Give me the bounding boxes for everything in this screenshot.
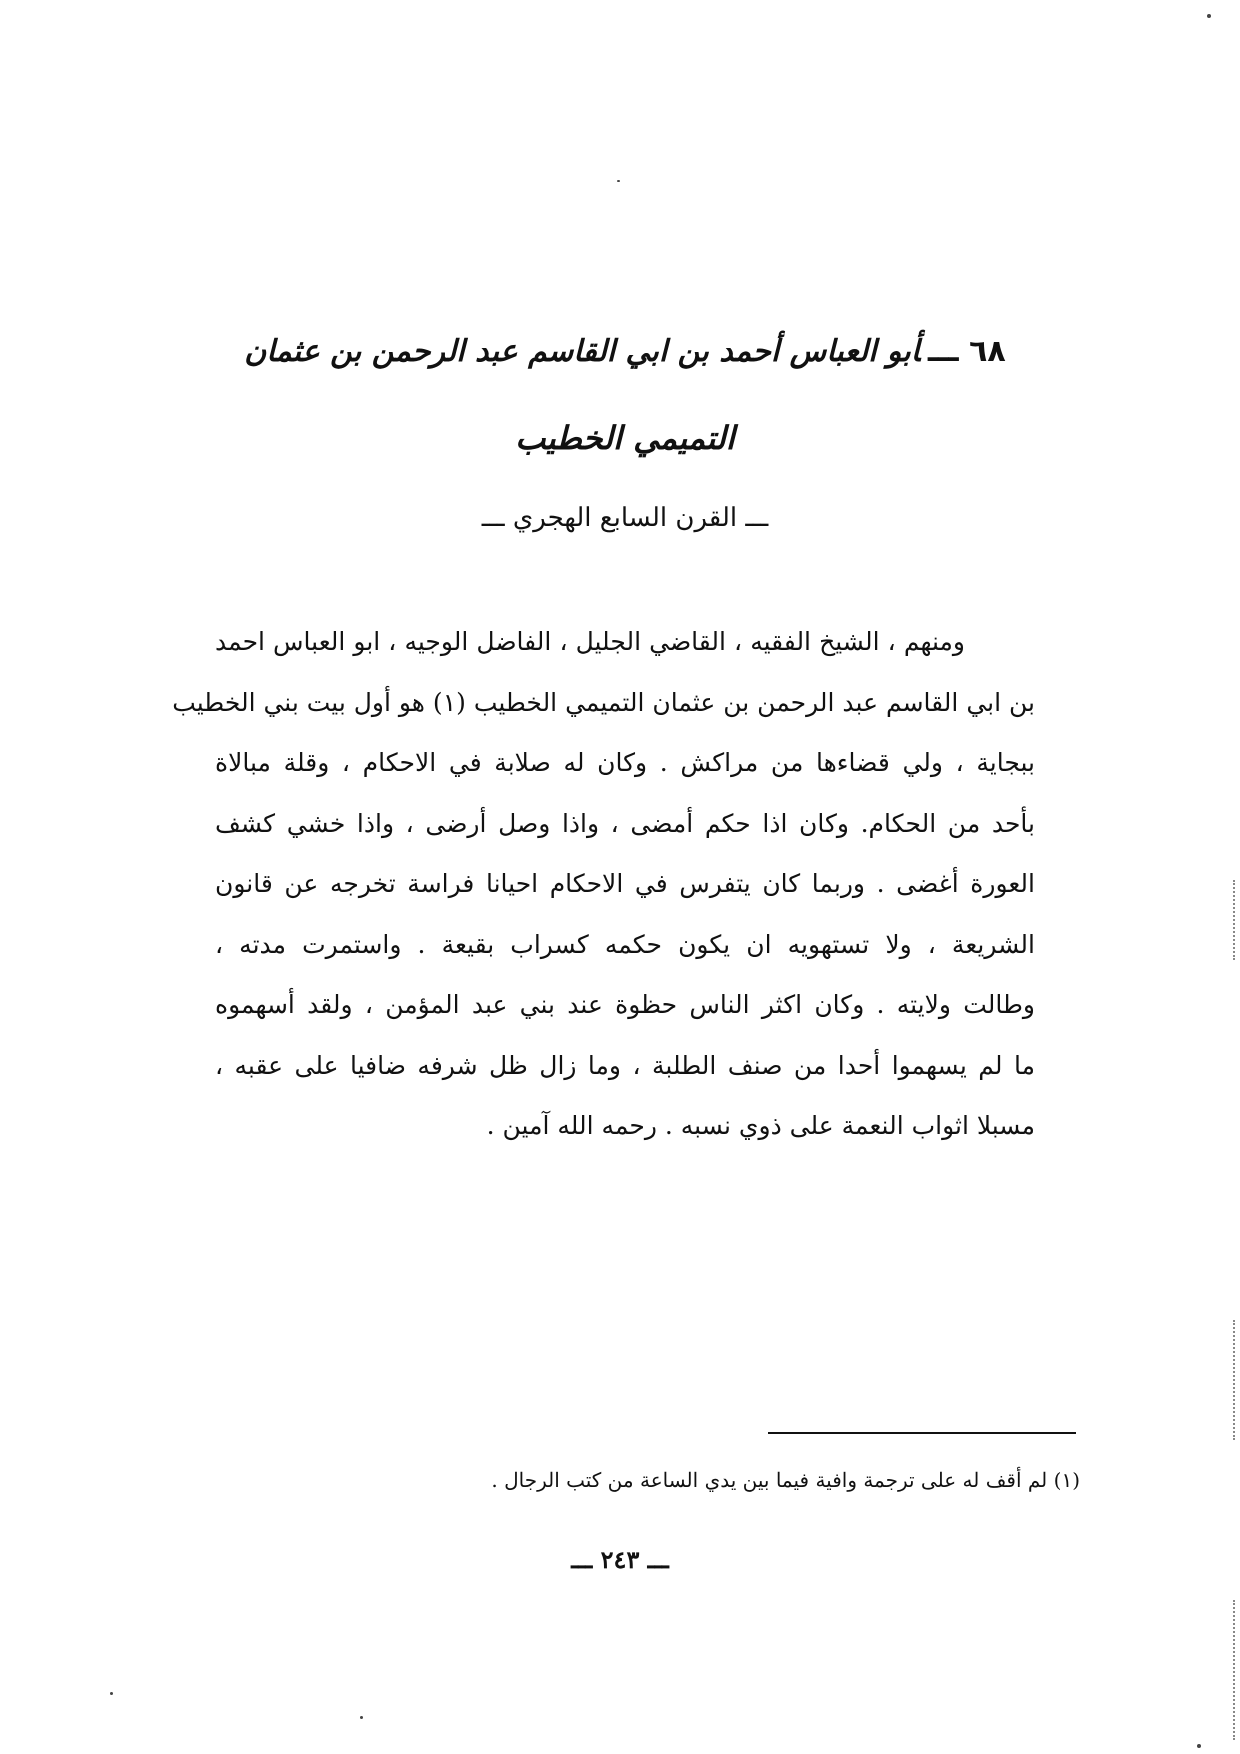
entry-heading <box>210 328 1040 376</box>
body-line: ببجاية ، ولي قضاءها من مراكش . وكان له صلابة في الاحكام ، وقلة مبالاة <box>215 748 1035 777</box>
entry-heading-line-1: أبو العباس أحمد بن ابي القاسم عبد الرحمن بن عثمان <box>244 334 920 369</box>
page-number: ـــ ٢٤٣ ـــ <box>571 1545 669 1574</box>
century-subtitle: ـــ القرن السابع الهجري ـــ <box>481 503 769 533</box>
scan-edge-marks <box>1233 880 1237 960</box>
scan-edge-marks <box>1233 1600 1237 1740</box>
scan-speck <box>1197 1744 1201 1748</box>
body-line: ومنهم ، الشيخ الفقيه ، القاضي الجليل ، الفاضل الوجيه ، ابو العباس احمد <box>215 627 965 656</box>
body-line: وطالت ولايته . وكان اكثر الناس حظوة عند بني عبد المؤمن ، ولقد أسهموه <box>215 990 1035 1019</box>
entry-number: ٦٨ ـــ <box>927 334 1006 369</box>
body-line: مسبلا اثواب النعمة على ذوي نسبه . رحمه الله آمين . <box>486 1111 1035 1140</box>
entry-heading-line-2: التميمي الخطيب <box>515 419 735 457</box>
body-line: العورة أغضى . وربما كان يتفرس في الاحكام احيانا فراسة تخرجه عن قانون <box>215 869 1035 898</box>
footnote-divider <box>768 1432 1076 1434</box>
body-line: ما لم يسهموا أحدا من صنف الطلبة ، وما زال ظل شرفه ضافيا على عقبه ، <box>215 1050 1035 1080</box>
body-line: بن ابي القاسم عبد الرحمن بن عثمان التميمي الخطيب (١) هو أول بيت بني الخطيب <box>172 687 1035 717</box>
scan-speck <box>1207 14 1211 18</box>
body-line: الشريعة ، ولا تستهويه ان يكون حكمه كسراب بقيعة . واستمرت مدته ، <box>215 929 1035 959</box>
body-line: بأحد من الحكام. وكان اذا حكم أمضى ، واذا وصل أرضى ، واذا خشي كشف <box>215 808 1035 838</box>
scan-speck <box>360 1716 363 1719</box>
footnote: (١) لم أقف له على ترجمة وافية فيما بين يدي الساعة من كتب الرجال . <box>491 1468 1080 1492</box>
scan-speck <box>617 180 620 182</box>
scan-speck <box>110 1692 113 1695</box>
scan-edge-marks <box>1233 1320 1237 1440</box>
body-paragraph <box>172 612 1035 1157</box>
